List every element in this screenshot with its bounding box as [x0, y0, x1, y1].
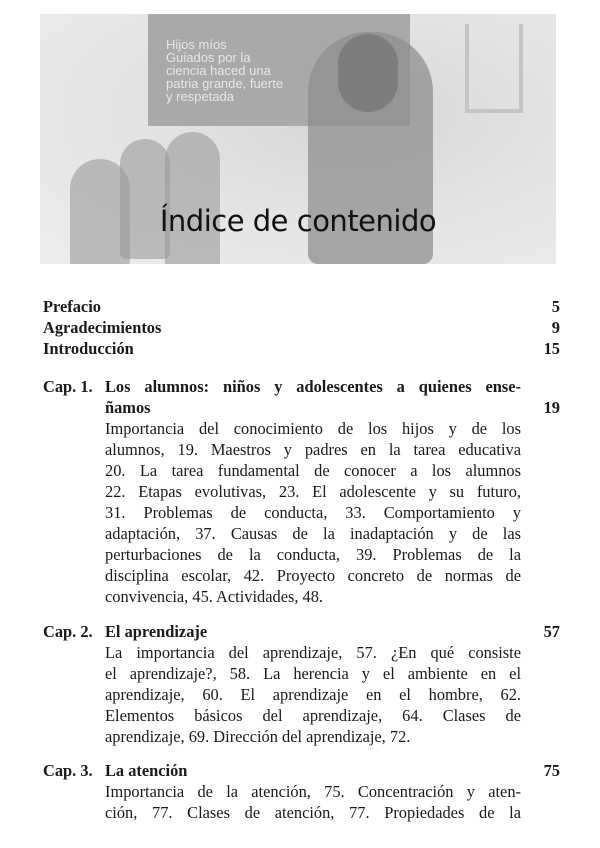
entry-label: Agradecimientos [43, 318, 162, 337]
toc-entry-prefacio [43, 296, 560, 317]
chalkboard-text [166, 38, 301, 103]
toc-entry-introduccion [43, 338, 560, 359]
chapter-title: La atención [105, 761, 188, 780]
entry-page: 5 [551, 297, 560, 316]
student-figure [165, 132, 220, 264]
entry-label: Prefacio [43, 297, 101, 316]
entry-label: Introducción [43, 339, 134, 358]
toc-entry-agradecimientos [43, 317, 560, 338]
chapter-content-line: Elementos básicos del aprendizaje, 64. Clases de [105, 706, 521, 725]
student-figure [120, 139, 170, 259]
entry-page: 15 [543, 339, 560, 358]
chapter-title: El aprendizaje [105, 622, 208, 641]
chapter-content-line: 31. Problemas de conducta, 33. Comportamiento y [105, 503, 521, 522]
chapter-1 [43, 376, 560, 607]
chapter-label: Cap. 2. [43, 622, 93, 641]
teacher-head [338, 34, 398, 112]
chapter-label: Cap. 3. [43, 761, 93, 780]
chapter-page: 57 [543, 622, 560, 641]
chapter-content-line: adaptación, 37. Causas de la inadaptación y de las [105, 524, 521, 543]
chalkboard-line: y respetada [166, 89, 234, 104]
chapter-title: Los alumnos: niños y adolescentes a quienes ense- [105, 377, 521, 396]
chapter-3 [43, 760, 560, 823]
chapter-content-line: La importancia del aprendizaje, 57. ¿En qué consiste [105, 643, 521, 662]
chapter-page: 19 [543, 398, 560, 417]
chapter-content-line: disciplina escolar, 42. Proyecto concreto de normas de [105, 566, 521, 585]
chapter-content-line: el aprendizaje?, 58. La herencia y el ambiente en el [105, 664, 521, 683]
chapter-content-line: aprendizaje, 60. El aprendizaje en el hombre, 62. [105, 685, 521, 704]
chapter-content-line: ción, 77. Clases de atención, 77. Propiedades de la [105, 803, 521, 822]
front-matter-list [43, 296, 560, 359]
chapter-content-line: 20. La tarea fundamental de conocer a los alumnos [105, 461, 521, 480]
wall-frame [465, 24, 523, 113]
chalkboard-line: Hijos míos [166, 37, 227, 52]
chapter-content-line: 22. Etapas evolutivas, 23. El adolescente y su futuro, [105, 482, 521, 501]
chapter-title: ñamos [105, 398, 151, 417]
chapter-content-line: aprendizaje, 69. Dirección del aprendizaje, 72. [105, 727, 411, 746]
entry-page: 9 [551, 318, 560, 337]
chapter-2 [43, 621, 560, 747]
chapter-content-line: perturbaciones de la conducta, 39. Problemas de la [105, 545, 521, 564]
header-illustration [40, 14, 556, 264]
page-title: Índice de contenido [159, 204, 437, 238]
chalkboard-line: ciencia haced una [166, 63, 271, 78]
chapter-page: 75 [543, 761, 560, 780]
chapter-content-line: Importancia del conocimiento de los hijos y de los [105, 419, 521, 438]
chapter-content-line: Importancia de la atención, 75. Concentración y aten- [105, 782, 521, 801]
chalkboard-line: patria grande, fuerte [166, 76, 284, 91]
chalkboard-line: Guiados por la [166, 50, 251, 65]
chapter-content-line: alumnos, 19. Maestros y padres en la tarea educativa [105, 440, 521, 459]
chapter-content-line: convivencia, 45. Actividades, 48. [105, 587, 324, 606]
chapter-label: Cap. 1. [43, 377, 93, 396]
